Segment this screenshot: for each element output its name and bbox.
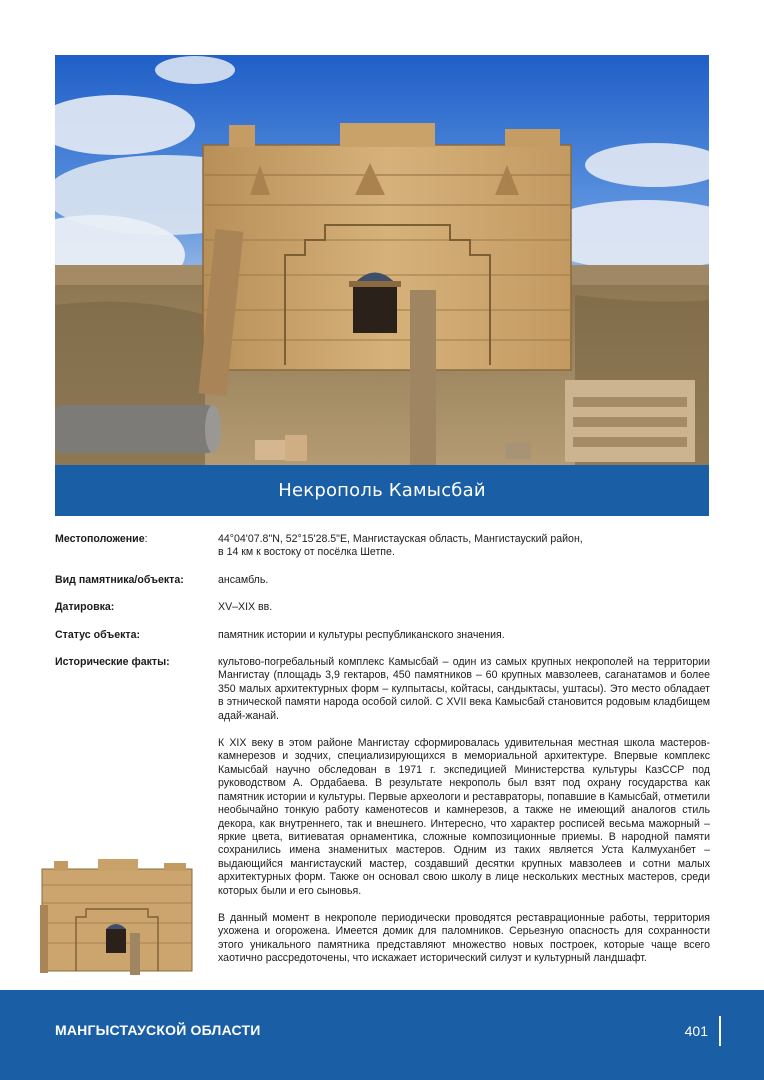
page-number: 401 [684,1023,708,1039]
field-label: Статус объекта: [55,628,141,641]
hero-photo [55,55,709,465]
history-paragraph: В данный момент в некрополе периодически проводятся реставрационные работы, территория ухожена и огорожена. Имеется домик для паломников. Серьезную опасность для сохранности этого уникального памятника представляют множество новых построек, которые чаще всего хаотично рассредоточены, что искажает исторический силуэт и культурный ландшафт. [218,911,710,965]
page-title: Некрополь Камысбай [278,480,486,501]
mausoleum-thumbnail [36,855,196,975]
field-label: Вид памятника/объекта: [55,573,184,586]
field-type [55,574,710,587]
field-value [218,656,710,966]
field-location [55,533,710,560]
field-status [55,629,710,642]
history-paragraph: К XIX веку в этом районе Мангистау сформировалась удивительная местная школа мастеров-камнерезов и зодчих, специализирующихся в мемориальной архитектуре. Впервые комплекс Камысбай научно обследован в 1971 г. экспедицией Министерства культуры КазССР под руководством А. Ордабаева. В результате некрополь был взят под охрану государства как памятник истории и культуры. Первые археологи и реставраторы, попавшие в Камысбай, отметили необычайно тонкую работу каменотесов и камнерезов, а также не имеющий аналогов стиль декора, как внутреннего, так и внешнего. Интересно, что характер росписей весьма мажорный – яркие цвета, витиеватая орнаментика, сложные композиционные приемы. В народной памяти сохранились имена знаменитых мастеров. Одним из таких является Уста Калмуханбет – выдающийся мангистауский мастер, создавший десятки крупных мавзолеев и сотни малых архитектурных форм. Также он основал свою школу в лице нескольких местных мастеров, среди которых были и его сыновья. [218,737,710,897]
field-value: ансамбль. [218,573,269,586]
field-value: 44°04'07.8"N, 52°15'28.5"E, Мангистауская область, Мангистауский район, в 14 км к востоку от посёлка Шетпе. [218,533,583,559]
field-value: памятник истории и культуры республиканского значения. [218,628,505,641]
footer-divider [719,1016,721,1046]
footer-region: МАНГЫСТАУСКОЙ ОБЛАСТИ [55,1022,261,1038]
field-label: Датировка: [55,601,115,614]
field-label: Местоположение: [55,533,148,545]
field-value: XV–XIX вв. [218,601,273,614]
field-dating [55,601,710,614]
field-label: Исторические факты: [55,656,170,669]
history-paragraph: культово-погребальный комплекс Камысбай – один из самых крупных некрополей на территории Мангистау (площадь 3,9 гектаров, 450 памятников – 60 крупных мавзолеев, сaганатамов и более 350 малых архитектурных форм – кулпытасы, койтасы, сандыктасы, уштасы). Это место обладает в этнической памяти народа особой силой. С XVII века Камысбай становится родовым кладбищем адай-жанай. [218,656,710,722]
title-banner [55,465,709,516]
footer-bar [0,990,764,1080]
